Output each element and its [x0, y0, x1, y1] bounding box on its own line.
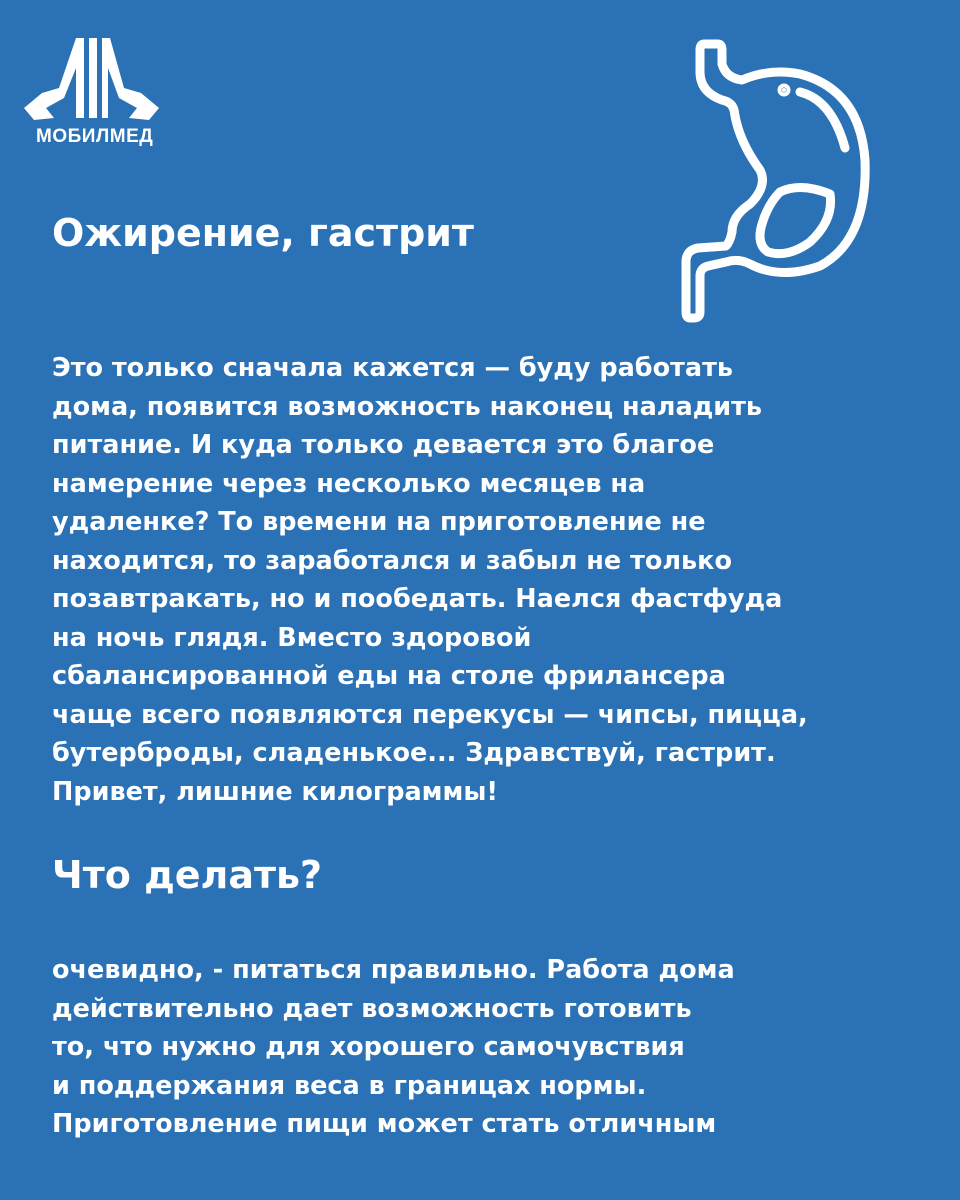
intro-line: чаще всего появляются перекусы — чипсы, пицца, — [52, 699, 808, 730]
intro-line: сбалансированной еды на столе фрилансера — [52, 661, 726, 691]
intro-line: дома, появится возможность наконец наладить — [52, 391, 763, 422]
intro-paragraph — [52, 349, 808, 811]
advice-line: то, что нужно для хорошего самочувствия — [52, 1032, 685, 1062]
intro-line: Привет, лишние килограммы! — [52, 776, 499, 807]
advice-line: очевидно, - питаться правильно. Работа дома — [52, 955, 735, 985]
advice-paragraph — [52, 951, 735, 1144]
intro-line: бутерброды, сладенькое... Здравствуй, гастрит. — [52, 738, 776, 768]
intro-line: удаленке? То времени на приготовление не — [52, 507, 706, 537]
intro-line: находится, то заработался и забыл не только — [52, 545, 733, 576]
brand-name: МОБИЛМЕД — [36, 126, 154, 147]
intro-line: позавтракать, но и пообедать. Наелся фастфуда — [52, 584, 783, 614]
section-heading: Что делать? — [52, 853, 323, 897]
advice-line: Приготовление пищи может стать отличным — [52, 1109, 717, 1139]
intro-line: Это только сначала кажется — буду работать — [52, 353, 734, 383]
advice-line: и поддержания веса в границах нормы. — [52, 1070, 647, 1101]
intro-line: на ночь глядя. Вместо здоровой — [52, 622, 532, 653]
intro-line: питание. И куда только девается это благое — [52, 430, 715, 460]
stomach-icon — [660, 30, 890, 330]
page-title: Ожирение, гастрит — [52, 211, 474, 255]
intro-line: намерение через несколько месяцев на — [52, 468, 646, 499]
advice-line: действительно дает возможность готовить — [52, 993, 692, 1024]
